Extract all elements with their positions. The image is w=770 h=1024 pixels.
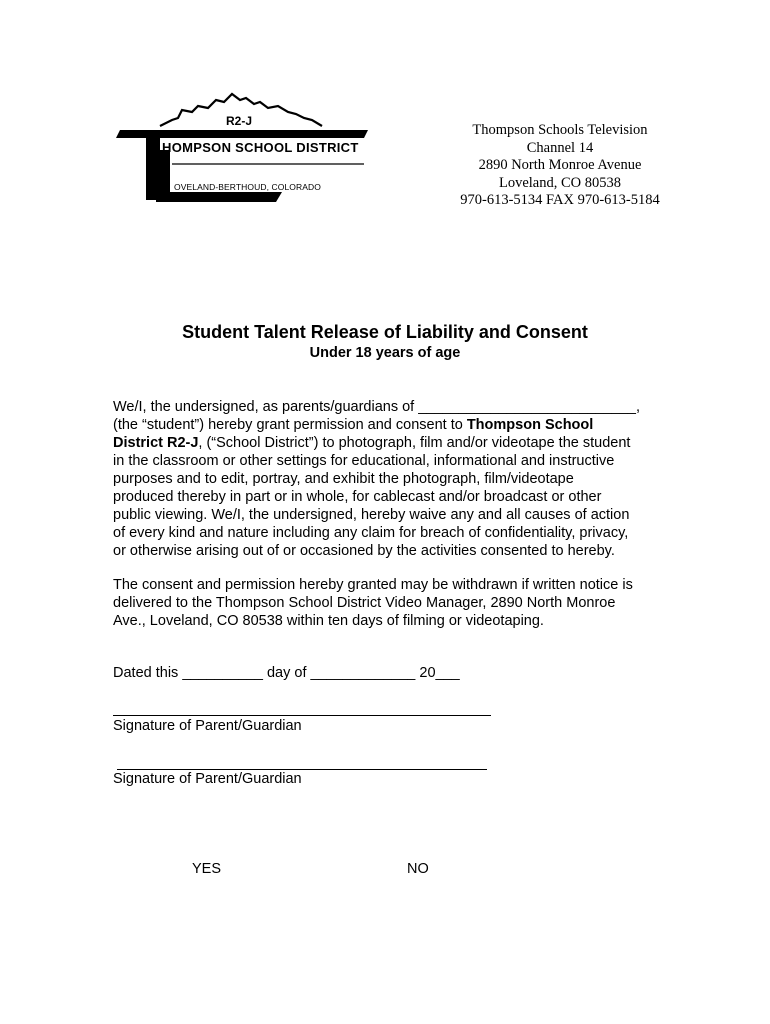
dated-line[interactable]: Dated this __________ day of _____________ 20___: [113, 665, 460, 681]
paragraph-line: We/I, the undersigned, as parents/guardians of ___________________________,: [113, 399, 640, 415]
signature-line-2[interactable]: [117, 769, 487, 770]
address-line: Loveland, CO 80538: [498, 174, 622, 191]
no-option[interactable]: NO: [407, 861, 429, 877]
withdrawal-paragraph: [113, 576, 673, 630]
district-logo: [112, 92, 374, 210]
paragraph-line: [113, 434, 673, 452]
paragraph-line: in the classroom or other settings for educational, informational and instructive: [113, 453, 615, 469]
paragraph-text: (the “student”) hereby grant permission and consent to: [113, 417, 467, 433]
logo-badge-text: R2-J: [226, 114, 253, 128]
address-block: [440, 122, 680, 210]
consent-paragraph: [113, 398, 673, 560]
logo-location-text: OVELAND-BERTHOUD, COLORADO: [174, 182, 321, 192]
address-phone-line: 970-613-5134 FAX 970-613-5184: [460, 192, 660, 208]
paragraph-line: Ave., Loveland, CO 80538 within ten days of filming or videotaping.: [113, 613, 544, 629]
paragraph-text: , (“School District”) to photograph, film and/or videotape the student: [198, 435, 631, 451]
signature-line-1[interactable]: [113, 715, 491, 716]
paragraph-line: The consent and permission hereby granted may be withdrawn if written notice is: [113, 577, 633, 593]
document-title: Student Talent Release of Liability and Consent: [182, 322, 588, 342]
paragraph-line: produced thereby in part or in whole, for cablecast and/or broadcast or other: [113, 489, 602, 505]
yes-option[interactable]: YES: [192, 861, 222, 877]
logo-district-text: HOMPSON SCHOOL DISTRICT: [162, 140, 359, 155]
signature-label-1: Signature of Parent/Guardian: [113, 718, 302, 734]
paragraph-line: public viewing. We/I, the undersigned, hereby waive any and all causes of action: [113, 507, 630, 523]
paragraph-line: delivered to the Thompson School District Video Manager, 2890 North Monroe: [113, 595, 616, 611]
paragraph-line: or otherwise arising out of or occasioned by the activities consented to hereby.: [113, 543, 615, 559]
signature-label-2: Signature of Parent/Guardian: [113, 771, 302, 787]
district-name-bold: District R2-J: [113, 435, 199, 451]
paragraph-line: purposes and to edit, portray, and exhibit the photograph, film/videotape: [113, 471, 574, 487]
paragraph-line: of every kind and nature including any claim for breach of confidentiality, privacy,: [113, 525, 629, 541]
district-name-bold: Thompson School: [466, 417, 594, 433]
paragraph-line: [113, 416, 673, 434]
document-subtitle: Under 18 years of age: [309, 345, 461, 361]
address-line: Thompson Schools Television: [472, 122, 648, 138]
address-line: 2890 North Monroe Avenue: [478, 157, 642, 173]
address-line: Channel 14: [526, 139, 594, 156]
